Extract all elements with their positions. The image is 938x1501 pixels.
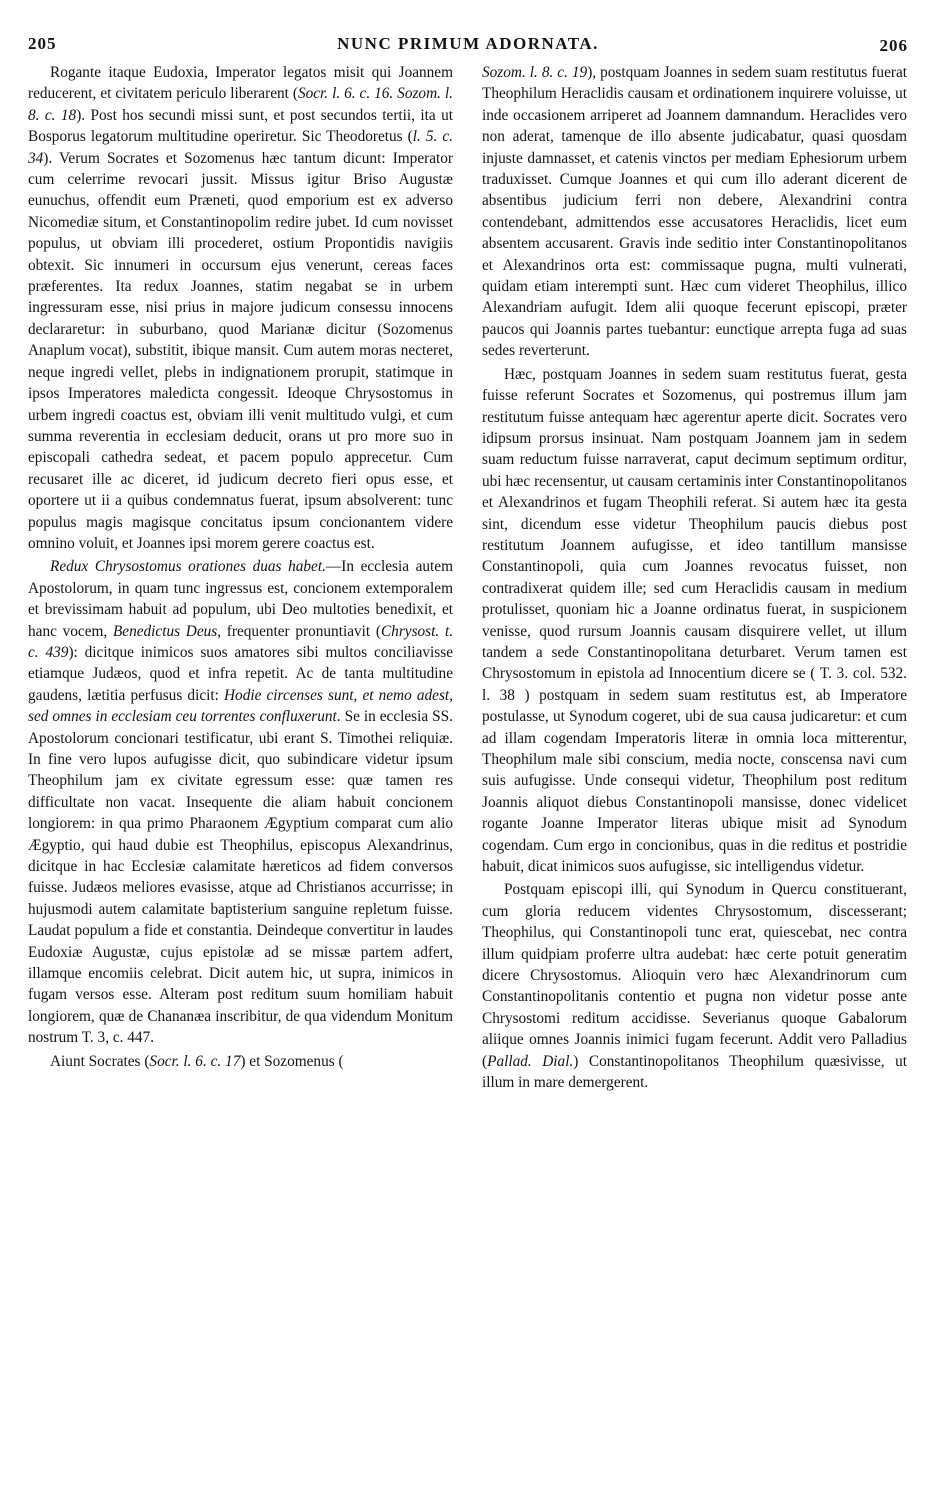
- text-run: ) Constantinopolitanos Theophilum quæsivisse, ut illum in mare demergerent.: [482, 1052, 907, 1092]
- text-run: . Se in ecclesia SS. Apostolorum concionari testificatur, ubi erant S. Timothei reliquiæ. In fine vero lupos aufugisse dicit, quo subindicare videtur ipsum Theophilum jam ex civitate egressum esse: quæ tamen res difficultate non vacat. Insequente die aliam habuit concionem longiorem: in qua primo Pharaonem Ægyptium comparat cum alio Ægyptio, qui haud dubie est Theophilus, episcopus Alexandrinus, dicitque in hac Ecclesiæ calamitate hæreticos ad fidem conversos fuisse. Judæos meliores evasisse, atque ad Christianos accurrisse; in hujusmodi autem calamitate baptisterium sanguine repletum fuisse. Laudat populum a fide et constantia. Deindeque convertitur in laudes Eudoxiæ Augustæ, cujus epistolæ ad se missæ partem adfert, illamque encomiis celebrat. Dicit autem hic, ut supra, inimicos in fugam versos esse. Alteram post reditum suum homiliam habuit longiorem, quæ de Chananæa inscribitur, de qua videndum Monitum nostrum T. 3, c. 447.: [28, 708, 453, 1047]
- citation: l. 5. c. 34: [28, 128, 454, 167]
- text-run: Aiunt Socrates (: [50, 1052, 150, 1070]
- paragraph-continuation-heraclides: [482, 62, 907, 362]
- right-column: [482, 62, 907, 1094]
- citation: Chrysost. t. c. 439: [28, 622, 454, 661]
- running-title: NUNC PRIMUM ADORNATA.: [337, 34, 599, 53]
- text-run: , frequenter pronuntiavit (: [217, 622, 381, 640]
- left-column: [28, 62, 453, 1072]
- page-header: [28, 30, 908, 54]
- page-number-right: 206: [879, 36, 908, 55]
- column-gutter: [467, 64, 468, 1454]
- section-heading: Redux Chrysostomus orationes duas habet.: [50, 558, 326, 576]
- paragraph-postquam-episcopi: [482, 879, 907, 1093]
- text-run: ). Post hos secundi missi sunt, et post secundos tertii, ita ut Bosporus legatorum multitudine operiretur. Sic Theodoretus (: [28, 106, 453, 146]
- paragraph-redux-orationes: [28, 556, 453, 1048]
- text-run: ) et Sozomenus (: [240, 1052, 344, 1070]
- citation: Socr. l. 6. c. 17: [149, 1052, 241, 1070]
- text-run: Rogante itaque Eudoxia, Imperator legatos misit qui Joannem reducerent, et civitatem periculo liberarent (: [28, 64, 453, 103]
- text-run: Postquam episcopi illi, qui Synodum in Quercu constituerant, cum gloria reducem videntes Chrysostomum, discesserant; Theophilus, qui Constantinopoli tunc erat, quiescebat, nec contra illum quidpiam proferre ultra audebat: hæc certe potuit generatim dicere Chrysostomus. Alioquin vero hæc Alexandrinorum cum Constantinopolitanis contentio et pugna non videtur posse ante Chrysostomi reditum accidisse. Severianus quoque Gabalorum aliique omnes Joannis inimici fugam fecerunt. Addit vero Palladius (: [482, 881, 907, 1070]
- text-run: ), postquam Joannes in sedem suam restitutus fuerat Theophilum Heraclidis causam et ordinationem inquirere voluisse, ut inde occasionem arriperet ad Joannem damnandum. Heraclides vero non aderat, tamenque de illo absente judicabatur, quasi quosdam injuste damnasset, et catenis vinctos per mediam Ephesiorum urbem traduxisset. Cumque Joannes et qui cum illo aderant dicerent de absentibus judicium ferri non debere, Alexandrini contra contendebant, admittendos esse accusatores Heraclidis, licet eum absentem accusarent. Gravis inde seditio inter Constantinopolitanos et Alexandrinos orta est: commissaque pugna, multi vulnerati, quidam etiam interempti sunt. Hæc cum videret Theophilus, illico Alexandriam aufugit. Idem alii quoque fecerunt episcopi, præter paucos qui Joannis partes tuebantur: eunctique arrepta fuga ad suas sedes reverterunt.: [482, 64, 907, 360]
- citation: Pallad. Dial.: [487, 1052, 574, 1070]
- paragraph-eudoxia-legates: [28, 62, 453, 554]
- paragraph-haec-postquam: Hæc, postquam Joannes in sedem suam restitutus fuerat, gesta fuisse referunt Socrates et Sozomenus, qui postremus illum jam restitutum fuisse antequam hæc agerentur aperte dicit. Socrates vero idipsum prorsus insinuat. Nam postquam Joannem jam in sedem suam reductum fuisse narraverat, caput decimum septimum orditur, ubi hæc recensentur, ut causam certaminis inter Constantinopolitanos et Alexandrinos et fugam Theophili referat. Si autem hæc ita gesta sint, dicendum esse videtur Theophilum paucis diebus post restitutum Joannem aufugisse, et ideo tantillum mansisse Constantinopoli, quia cum Joannes revocatus fuisset, non contradixerat quidem ille; sed cum Heraclidis causam in medium protulisset, quoniam hic a Joanne ordinatus fuerat, in suspicionem venisse, quod rursum Joannis causam disquirere vellet, ut illum tandem a sede Constantinopolitana deturbaret. Verum tamen est Chrysostomum in epistola ad Innocentium dicere se ( T. 3. col. 532. l. 38 ) postquam in sedem suam restitutus est, ab Imperatore postulasse, ut Synodum cogeret, ubi de sua causa judicaretur: et cum ad illam cogendam Imperatoris literæ in omnia loca mitterentur, Theophilum male sibi conscium, media nocte, conscensa navi cum suis aufugisse. Unde consequi videtur, Theophilum post reditum Joannis aliquot diebus Constantinopoli mansisse, donec videlicet rogante Joanne Imperator literas ubique misit ad Synodum cogendam. Cum ergo in concionibus, quas in die reditus et postridie habuit, dicat inimicos suos aufugisse, sic intelligendus videtur.: [482, 365, 907, 876]
- quotation: Hodie circenses sunt, et nemo adest, sed omnes in ecclesiam ceu torrentes confluxerunt: [28, 686, 453, 726]
- text-run: ): dicitque inimicos suos amatores sibi multos conciliavisse etiamque Judæos, quod et infra repetit. Ac de tanta multitudine gaudens, lætitia perfusus dicit:: [28, 643, 454, 704]
- paragraph-aiunt-socrates: [28, 1051, 453, 1072]
- page-number-left: 205: [28, 34, 57, 53]
- quotation: Benedictus Deus: [112, 622, 218, 640]
- text-run: —In ecclesia autem Apostolorum, in quam tunc ingressus est, concionem extemporalem et brevissimam habuit ad populum, ubi Deo multoties benedixit, et hanc vocem,: [28, 558, 453, 640]
- text-run: ). Verum Socrates et Sozomenus hæc tantum dicunt: Imperator cum celerrime revocari jussit. Missus igitur Briso Augustæ eunuchus, offendit eum Præneti, quod emporium est ex adverso Nicomediæ situm, et Constantinopolim redire jubet. Id cum novisset populus, ut obviam illi procederet, ostium Propontidis navigiis obtexit. Sic innumeri in occursum ejus venerunt, cereas faces præferentes. Ita redux Joannes, statim negabat se in urbem ingressuram esse, nisi prius in majore judicum consessu innocens declararetur: in suburbano, quod Marianæ dicitur (Sozomenus Anaplum vocat), substitit, ibique mansit. Cum autem moras necteret, neque ingredi vellet, plebs in indignationem prorupit, statimque in ipsos Imperatores maledicta congessit. Ideoque Chrysostomus in urbem ingredi coactus est, obviam illi venit multitudo vulgi, et cum summa reverentia in ecclesiam deducit, orans ut pro more suo in episcopali cathedra sedeat, et pacem populo apprecetur. Cum recusaret ille ac diceret, id judicum decreto fieri opus esse, et oportere ut ii a quibus condemnatus fuerat, ipsum absolverent: tunc populus magis magisque concitatus ipsum concionantem videre omnino voluit, et Joannes ipsi morem gerere coactus est.: [28, 149, 453, 552]
- citation: Socr. l. 6. c. 16. Sozom. l. 8. c. 18: [28, 85, 453, 124]
- citation: Sozom. l. 8. c. 19: [482, 64, 588, 81]
